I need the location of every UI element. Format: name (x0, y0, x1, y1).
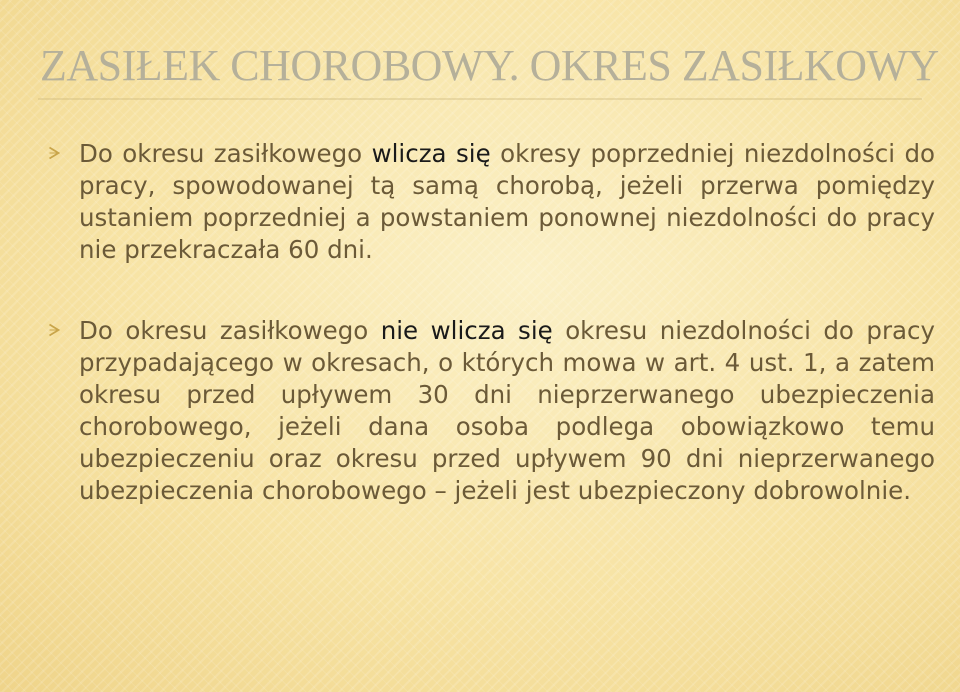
slide-title: ZASIŁEK CHOROBOWY. OKRES ZASIŁKOWY (40, 41, 939, 90)
bullet-text (79, 315, 935, 507)
arrowhead-right-icon (48, 323, 60, 337)
bullet-text (79, 138, 935, 266)
bullet-text-lead: Do okresu zasiłkowego (79, 316, 381, 345)
emphasis-text: wlicza się (371, 139, 491, 168)
emphasis-text: nie wlicza się (380, 316, 553, 345)
bullet-text-lead: Do okresu zasiłkowego (79, 139, 372, 168)
bullet-text-rest: okresu niezdolności do pracy przypadającego w okresach, o których mowa w art. 4 ust. 1, a zatem okresu przed upływem 30 dni nieprzerwanego ubezpieczenia chorobowego, jeżeli dana osoba podlega obowiązkowo temu ubezpieczeniu oraz okresu przed upływem 90 dni nieprzerwanego ubezpieczenia chorobowego – jeżeli jest ubezpieczony dobrowolnie. (79, 316, 936, 505)
bullet-text-rest: okresy poprzedniej niezdolności do pracy, spowodowanej tą samą chorobą, jeżeli przerwa pomiędzy ustaniem poprzedniej a powstaniem ponownej niezdolności do pracy nie przekraczała 60 dni. (79, 139, 935, 264)
title-divider (38, 98, 922, 100)
arrowhead-right-icon (48, 146, 60, 160)
